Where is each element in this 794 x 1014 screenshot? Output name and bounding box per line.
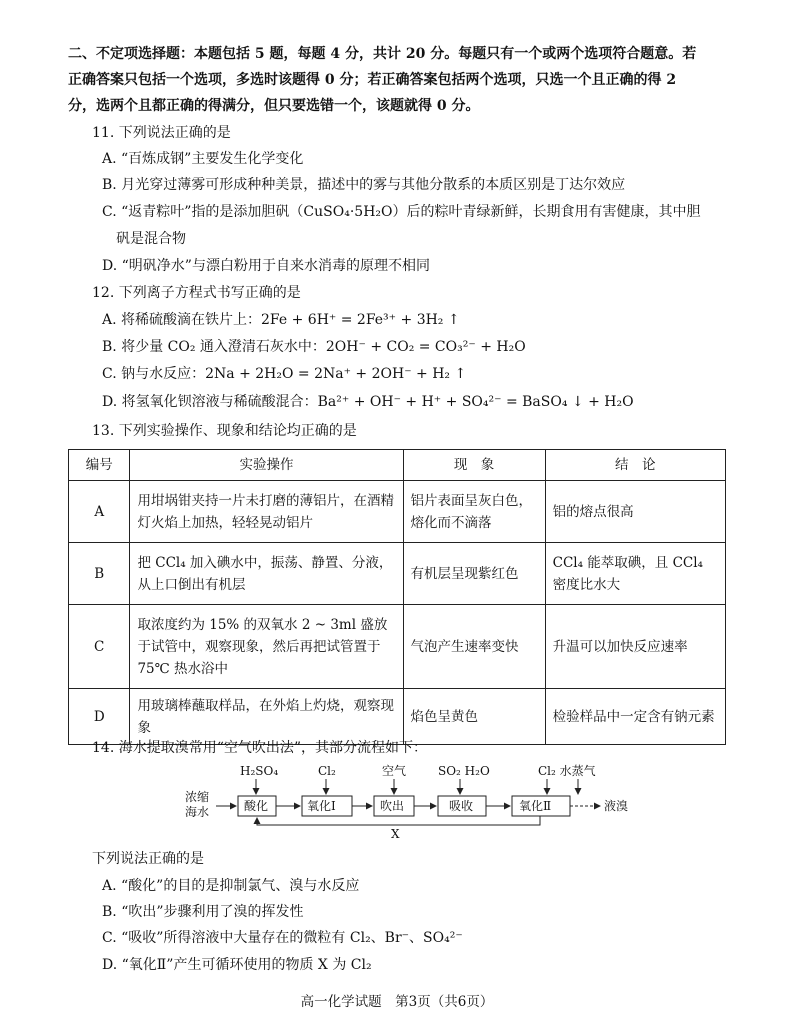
table-row [69,481,726,543]
question-14-stem: 14. 海水提取溴常用“空气吹出法”，其部分流程如下： [92,740,428,756]
row-operation: 把 CCl₄ 加入碘水中，振荡、静置、分液，从上口倒出有机层 [130,543,403,605]
row-operation: 用玻璃棒蘸取样品，在外焰上灼烧，观察现象 [130,689,403,745]
question-14-option-b: B. “吹出”步骤利用了溴的挥发性 [102,904,304,920]
flow-product: 液溴 [604,799,629,813]
row-conclusion: 检验样品中一定含有钠元素 [545,689,725,745]
row-id: C [69,605,130,689]
table-row [69,543,726,605]
question-12-stem: 12. 下列离子方程式书写正确的是 [92,285,301,301]
question-11-option-b: B. 月光穿过薄雾可形成种种美景，描述中的雾与其他分散系的本质区别是丁达尔效应 [102,177,626,193]
reagent-h2so4: H₂SO₄ [240,764,279,778]
experiment-table [68,449,726,745]
header-id: 编号 [69,450,130,481]
row-operation: 用坩埚钳夹持一片未打磨的薄铝片，在酒精灯火焰上加热，轻轻晃动铝片 [130,481,403,543]
header-conclusion: 结 论 [545,450,725,481]
question-11-option-a: A. “百炼成钢”主要发生化学变化 [102,151,304,167]
flow-source-line-1: 浓缩 [185,790,210,804]
flow-recycle-label: X [391,827,400,841]
section-instructions-line-3: 分，选两个且都正确的得满分，但只要选错一个，该题就得 0 分。 [68,98,480,114]
header-phenomenon: 现 象 [403,450,545,481]
section-instructions-line-1: 二、不定项选择题：本题包括 5 题，每题 4 分，共计 20 分。每题只有一个或两个选项符合题意。若 [68,46,697,62]
row-phenomenon: 铝片表面呈灰白色，熔化而不滴落 [403,481,545,543]
step-blow-out: 吹出 [380,799,405,813]
step-absorb: 吸收 [449,799,474,813]
section-instructions-line-2: 正确答案只包括一个选项，多选时该题得 0 分；若正确答案包括两个选项，只选一个且正确的得 2 [68,72,677,88]
step-oxidation-1: 氧化Ⅰ [307,799,336,813]
page-footer: 高一化学试题 第3页（共6页） [300,994,494,1010]
question-12-option-b: B. 将少量 CO₂ 通入澄清石灰水中：2OH⁻ + CO₂ = CO₃²⁻ + H₂O [102,339,526,355]
question-12-option-c: C. 钠与水反应：2Na + 2H₂O = 2Na⁺ + 2OH⁻ + H₂ ↑ [102,366,467,382]
row-phenomenon: 有机层呈现紫红色 [403,543,545,605]
step-acidify: 酸化 [244,799,269,813]
question-14-option-c: C. “吸收”所得溶液中大量存在的微粒有 Cl₂、Br⁻、SO₄²⁻ [102,930,463,946]
step-oxidation-2: 氧化Ⅱ [519,799,552,813]
row-phenomenon: 焰色呈黄色 [403,689,545,745]
row-id: A [69,481,130,543]
table-row [69,689,726,745]
question-11-option-c: C. “返青粽叶”指的是添加胆矾（CuSO₄·5H₂O）后的粽叶青绿新鲜，长期食用有害健康，其中胆 [102,204,701,220]
question-11-option-c-continued: 矾是混合物 [116,231,186,247]
reagent-so2-h2o: SO₂ H₂O [438,764,490,778]
question-14-option-a: A. “酸化”的目的是抑制氯气、溴与水反应 [102,878,360,894]
row-id: B [69,543,130,605]
row-conclusion: 升温可以加快反应速率 [545,605,725,689]
table-header-row [69,450,726,481]
flow-source-line-2: 海水 [185,805,210,819]
question-13-stem: 13. 下列实验操作、现象和结论均正确的是 [92,423,357,439]
question-11-option-d: D. “明矾净水”与漂白粉用于自来水消毒的原理不相同 [102,258,430,274]
bromine-extraction-flowchart [180,762,680,842]
question-14-option-d: D. “氧化Ⅱ”产生可循环使用的物质 X 为 Cl₂ [102,957,372,973]
header-operation: 实验操作 [130,450,403,481]
table-row [69,605,726,689]
question-14-prompt: 下列说法正确的是 [92,851,204,867]
question-12-option-d: D. 将氢氧化钡溶液与稀硫酸混合：Ba²⁺ + OH⁻ + H⁺ + SO₄²⁻ = BaSO₄ ↓ + H₂O [102,394,634,410]
reagent-air: 空气 [382,764,407,778]
row-conclusion: 铝的熔点很高 [545,481,725,543]
question-11-stem: 11. 下列说法正确的是 [92,125,231,141]
row-phenomenon: 气泡产生速率变快 [403,605,545,689]
row-operation: 取浓度约为 15% 的双氧水 2 ~ 3ml 盛放于试管中，观察现象，然后再把试管置于 75℃ 热水浴中 [130,605,403,689]
reagent-cl2-steam: Cl₂ 水蒸气 [538,764,596,778]
row-id: D [69,689,130,745]
question-12-option-a: A. 将稀硫酸滴在铁片上：2Fe + 6H⁺ = 2Fe³⁺ + 3H₂ ↑ [102,312,460,328]
reagent-cl2: Cl₂ [318,764,336,778]
row-conclusion: CCl₄ 能萃取碘，且 CCl₄ 密度比水大 [545,543,725,605]
